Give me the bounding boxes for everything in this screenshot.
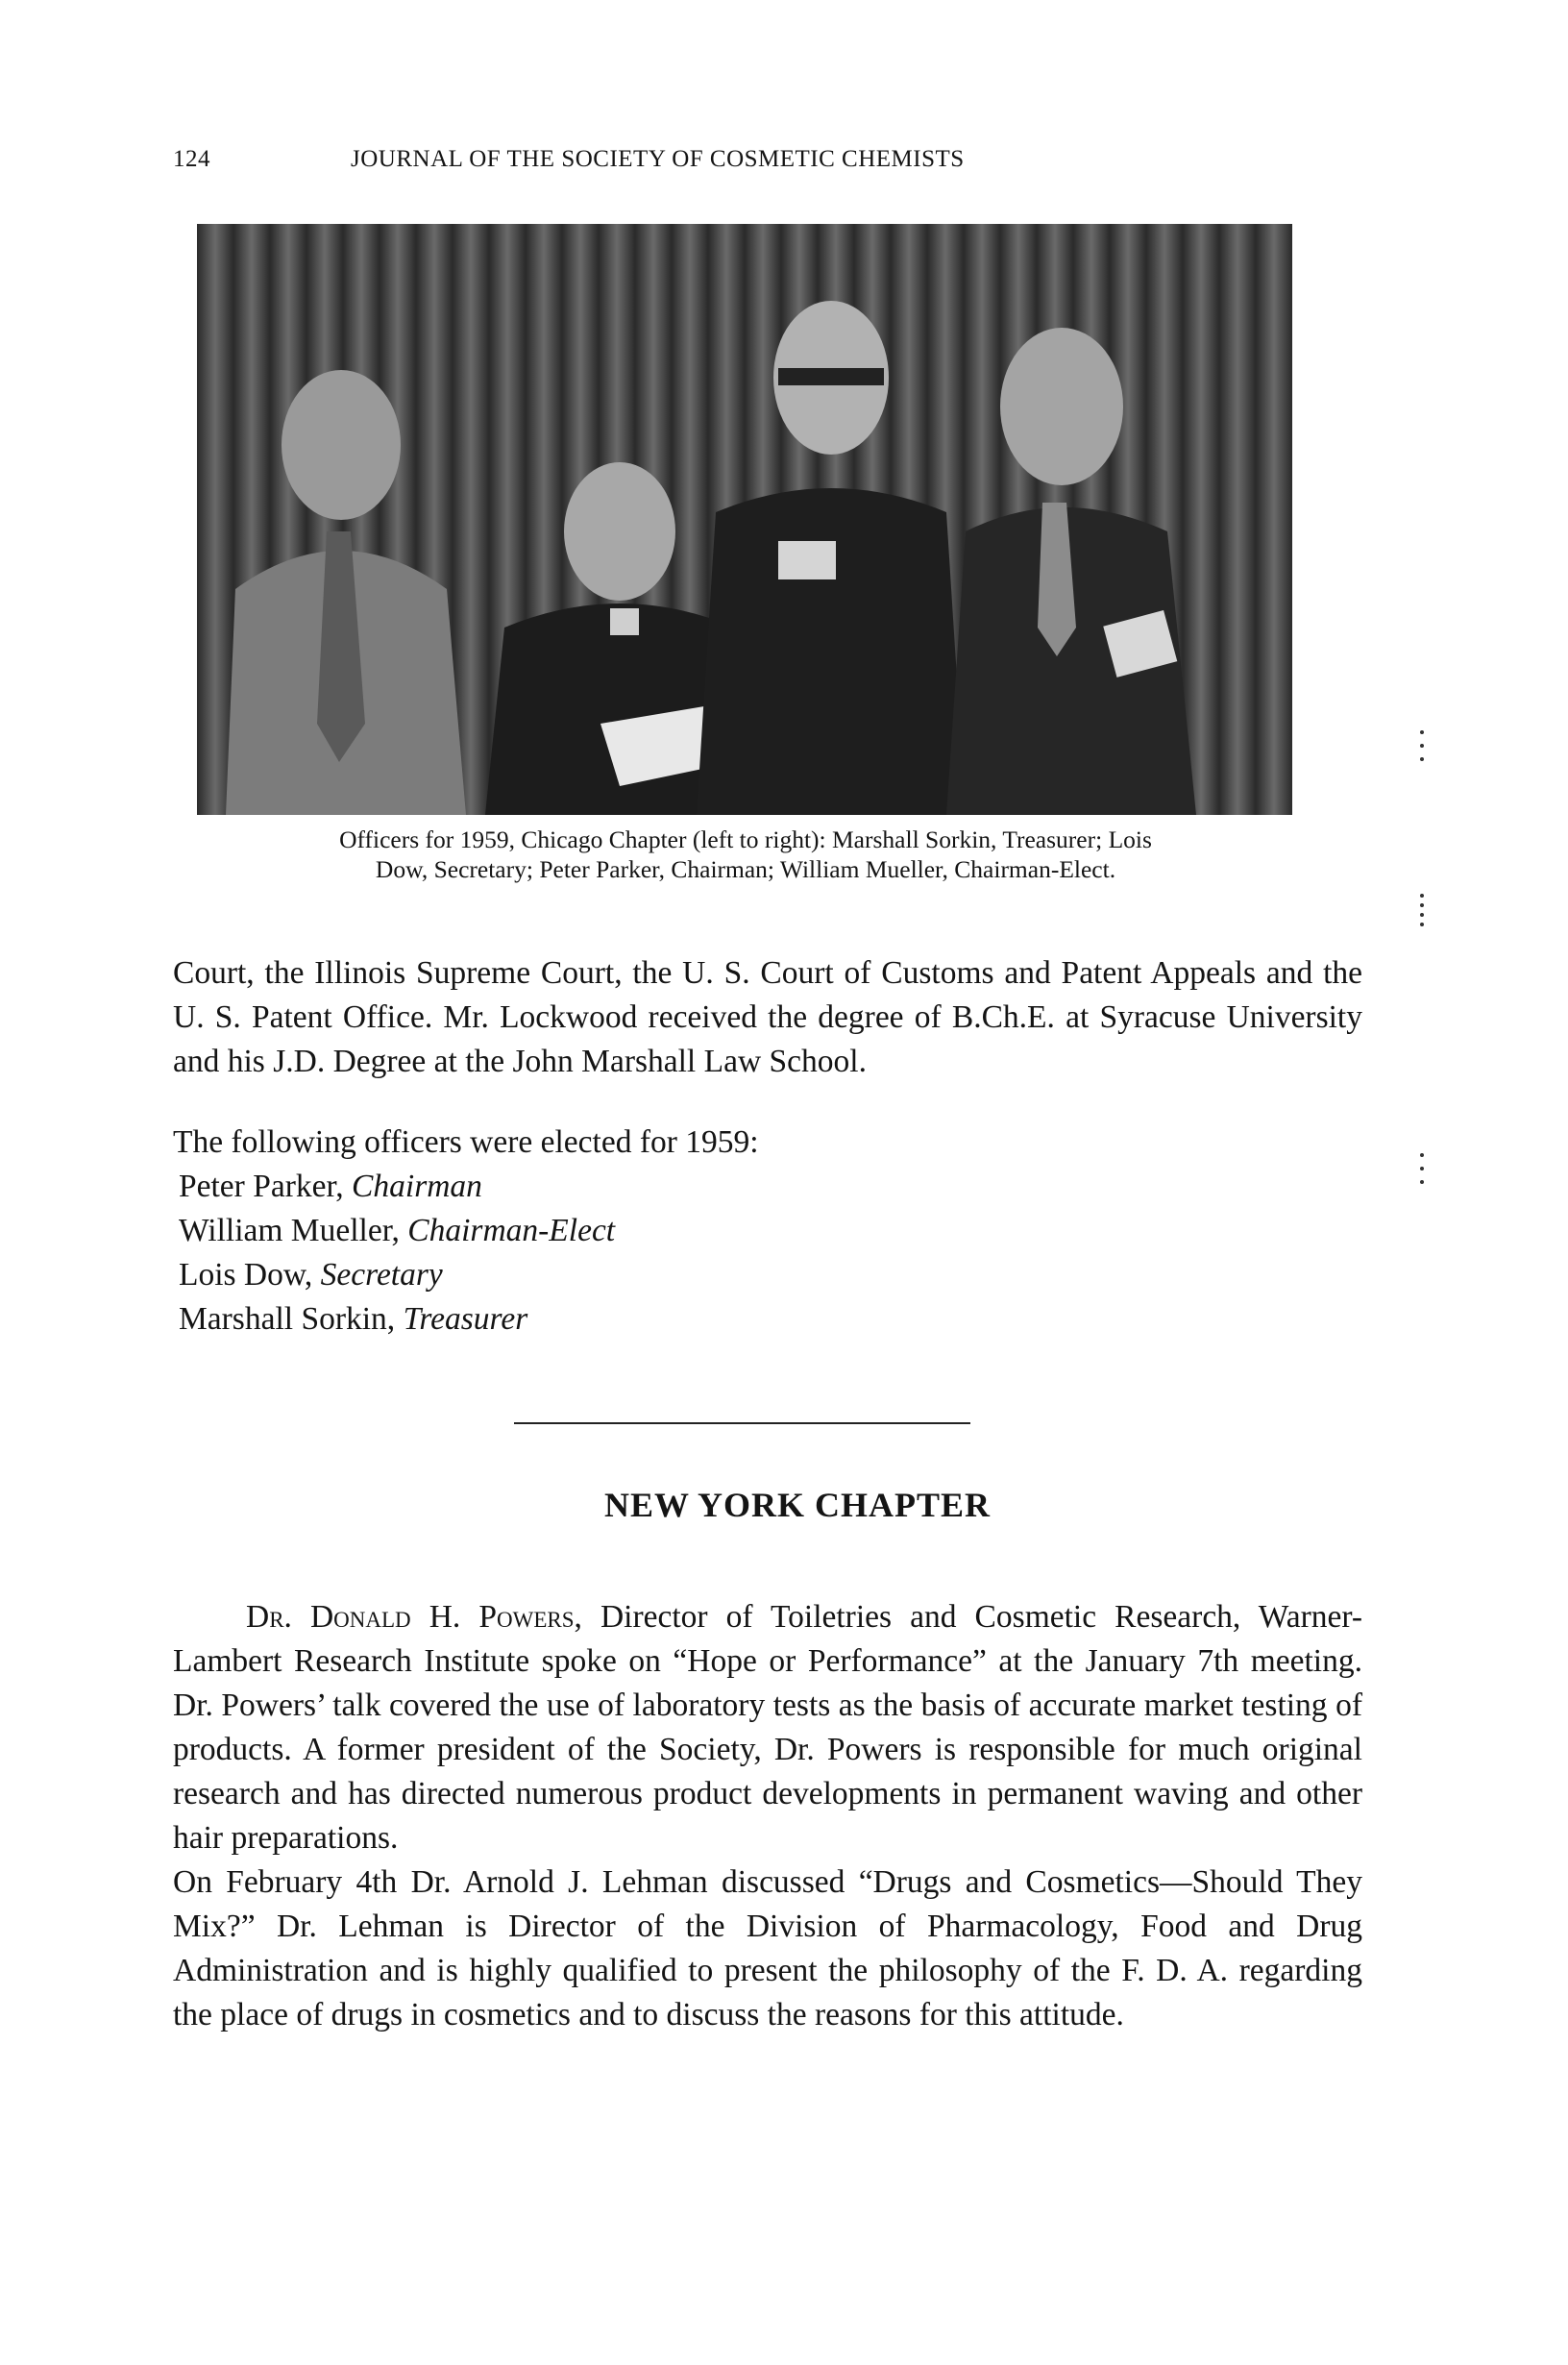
margin-mark xyxy=(1417,1153,1427,1192)
body-paragraph: Dr. Donald H. Powers, Director of Toiletries and Cosmetic Research, Warner-Lambert Research Institute spoke on “Hope or Performance” at the January 7th meeting. Dr. Powers’ talk covered the use of laboratory tests as the basis of accurate market testing of products. A former president of the Society, Dr. Powers is responsible for much original research and has directed numerous product developments in permanent waving and other hair preparations. xyxy=(173,1599,1362,1856)
officer-entry: William Mueller, Chairman-Elect xyxy=(179,1213,616,1248)
officers-intro: The following officers were elected for 1959: xyxy=(173,1124,759,1160)
officers-photo xyxy=(197,224,1292,815)
officers-list xyxy=(179,1165,1043,1342)
body-paragraph: Court, the Illinois Supreme Court, the U. S. Court of Customs and Patent Appeals and the U. S. Patent Office. Mr. Lockwood received the degree of B.Ch.E. at Syracuse University and his J.D. Degree at the John Marshall Law School. xyxy=(173,955,1362,1079)
photo-illustration xyxy=(197,224,1292,815)
officer-entry: Marshall Sorkin, Treasurer xyxy=(179,1301,528,1337)
officer-entry: Lois Dow, Secretary xyxy=(179,1257,443,1293)
body-paragraph: On February 4th Dr. Arnold J. Lehman discussed “Drugs and Cosmetics—Should They Mix?” Dr. Lehman is Director of the Division of Pharmacology, Food and Drug Administration and is highly qualified to present the philosophy of the F. D. A. regarding the place of drugs in cosmetics and to discuss the reasons for this attitude. xyxy=(173,1864,1362,2032)
margin-mark xyxy=(1417,894,1427,932)
page-number: 124 xyxy=(173,146,210,172)
journal-title: JOURNAL OF THE SOCIETY OF COSMETIC CHEMISTS xyxy=(351,146,965,172)
officer-entry: Peter Parker, Chairman xyxy=(179,1169,482,1204)
figure-caption xyxy=(188,825,1303,884)
caption-line: Officers for 1959, Chicago Chapter (left to right): Marshall Sorkin, Treasurer; Lois xyxy=(339,825,1152,853)
caption-line: Dow, Secretary; Peter Parker, Chairman; William Mueller, Chairman-Elect. xyxy=(375,855,1116,883)
section-divider xyxy=(514,1422,970,1424)
section-heading: NEW YORK CHAPTER xyxy=(603,1486,992,1524)
running-head xyxy=(173,146,1422,185)
speaker-name: Dr. Donald H. Powers xyxy=(246,1599,575,1635)
margin-mark xyxy=(1417,730,1427,769)
